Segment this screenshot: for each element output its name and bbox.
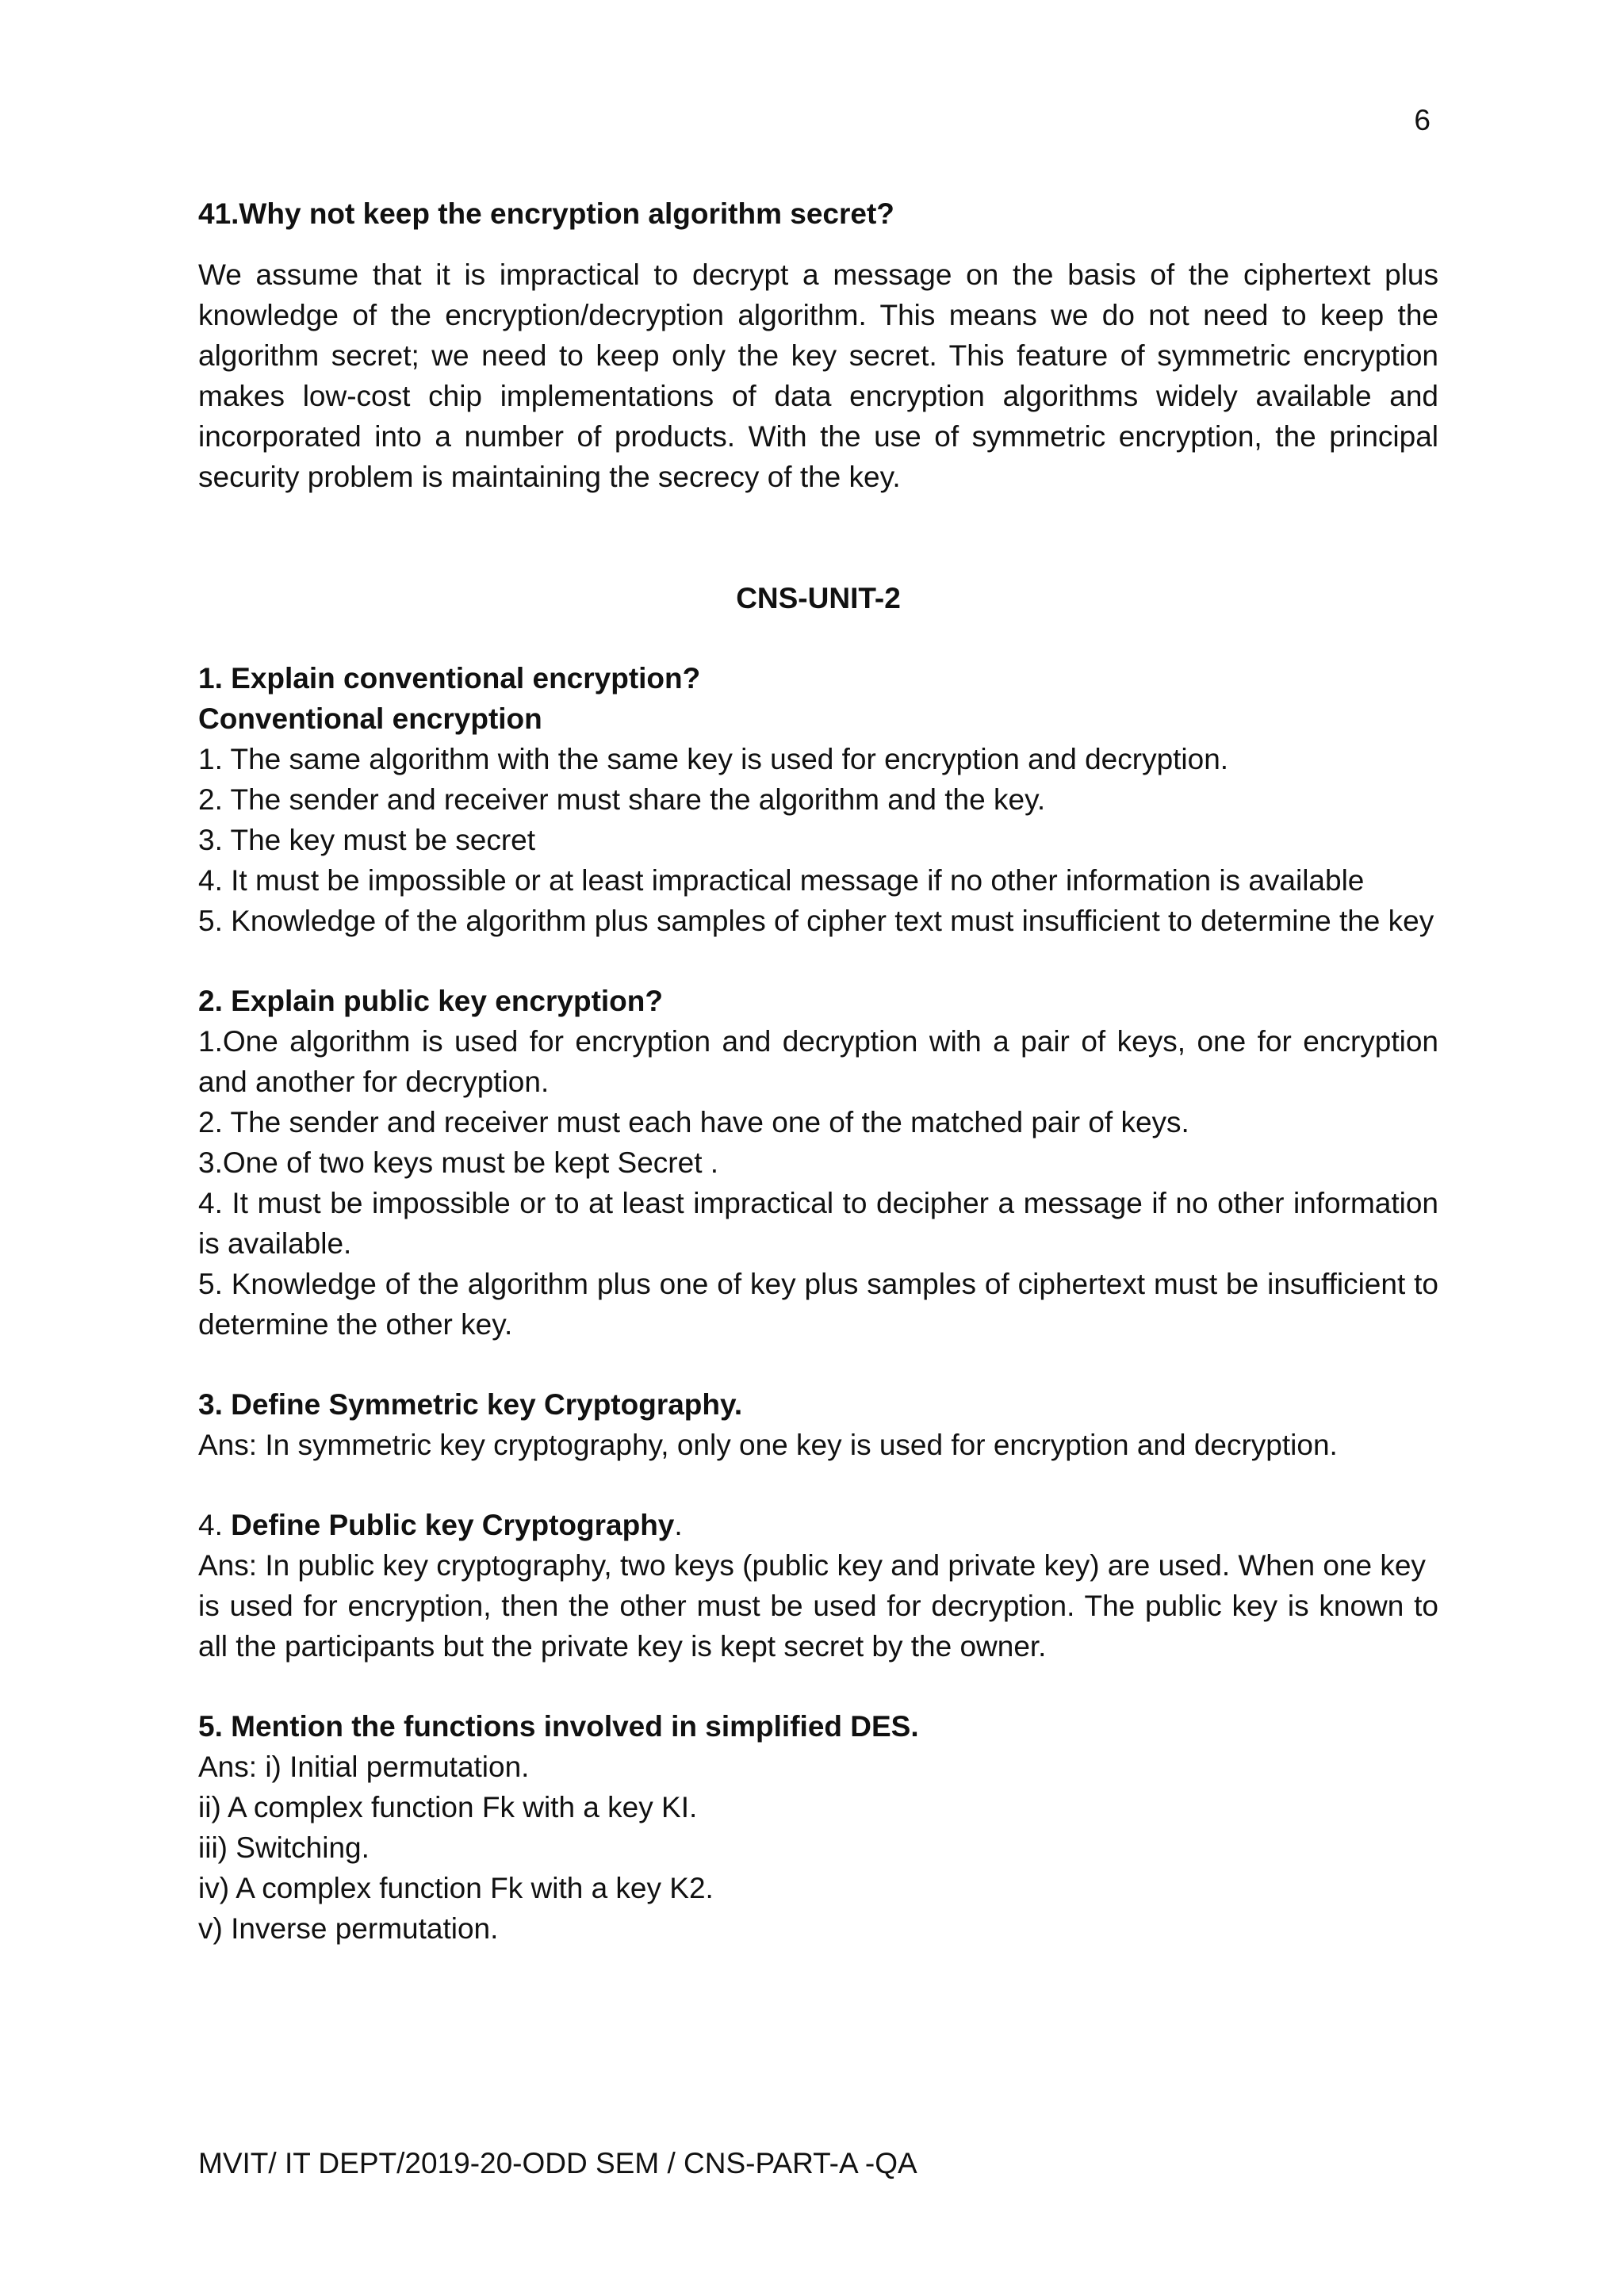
question-1-line: 3. The key must be secret	[198, 824, 536, 856]
page-content	[198, 193, 1438, 1949]
unit-heading: CNS-UNIT-2	[736, 582, 901, 614]
question-2-title: 2. Explain public key encryption?	[198, 985, 663, 1017]
question-3-answer: Ans: In symmetric key cryptography, only one key is used for encryption and decryption.	[198, 1429, 1338, 1461]
question-1-title: 1. Explain conventional encryption?	[198, 662, 701, 695]
question-2-line: 4. It must be impossible or to at least impractical to decipher a message if no other information is available.	[198, 1187, 1438, 1260]
page-footer: MVIT/ IT DEPT/2019-20-ODD SEM / CNS-PART-A -QA	[198, 2147, 917, 2179]
question-2-line: 5. Knowledge of the algorithm plus one of key plus samples of ciphertext must be insufficient to determine the other key.	[198, 1268, 1438, 1341]
question-1-line: 2. The sender and receiver must share the algorithm and the key.	[198, 783, 1046, 816]
question-4-heading-suffix: .	[674, 1509, 683, 1541]
question-5-line: iv) A complex function Fk with a key K2.	[198, 1872, 714, 1904]
question-3-title: 3. Define Symmetric key Cryptography.	[198, 1388, 743, 1421]
question-1-line: 5. Knowledge of the algorithm plus samples of cipher text must insufficient to determine the key	[198, 905, 1434, 937]
question-4-title	[198, 1505, 1438, 1545]
question-41-title: 41.Why not keep the encryption algorithm secret?	[198, 197, 894, 230]
page-number: 6	[1414, 104, 1431, 136]
question-4-answer-line: is used for encryption, then the other must be used for decryption. The public key is known to all the participants but the private key is kept secret by the owner.	[198, 1590, 1438, 1663]
question-2-line: 2. The sender and receiver must each have one of the matched pair of keys.	[198, 1106, 1189, 1138]
question-5-line: Ans: i) Initial permutation.	[198, 1751, 530, 1783]
question-5-line: ii) A complex function Fk with a key KI.	[198, 1791, 698, 1823]
question-2-line: 3.One of two keys must be kept Secret .	[198, 1146, 719, 1179]
question-4-answer-line: Ans: In public key cryptography, two keys (public key and private key) are used. When one key	[198, 1549, 1426, 1582]
question-41-answer: We assume that it is impractical to decrypt a message on the basis of the ciphertext plus knowledge of the encryption/decryption algorithm. This means we do not need to keep the algorithm secret; we need to keep only the key secret. This feature of symmetric encryption makes low-cost chip implementations of data encryption algorithms widely available and incorporated into a number of products. With the use of symmetric encryption, the principal security problem is maintaining the secrecy of the key.	[198, 258, 1438, 493]
question-5-line: v) Inverse permutation.	[198, 1912, 499, 1945]
question-4-heading: Define Public key Cryptography	[231, 1509, 675, 1541]
question-1-subtitle: Conventional encryption	[198, 702, 542, 735]
question-1-line: 4. It must be impossible or at least impractical message if no other information is available	[198, 864, 1365, 897]
question-5-title: 5. Mention the functions involved in simplified DES.	[198, 1710, 919, 1743]
question-4-number: 4.	[198, 1509, 223, 1541]
question-5-line: iii) Switching.	[198, 1831, 370, 1864]
question-1-line: 1. The same algorithm with the same key is used for encryption and decryption.	[198, 743, 1229, 775]
question-2-line: 1.One algorithm is used for encryption and decryption with a pair of keys, one for encryption and another for decryption.	[198, 1025, 1438, 1098]
